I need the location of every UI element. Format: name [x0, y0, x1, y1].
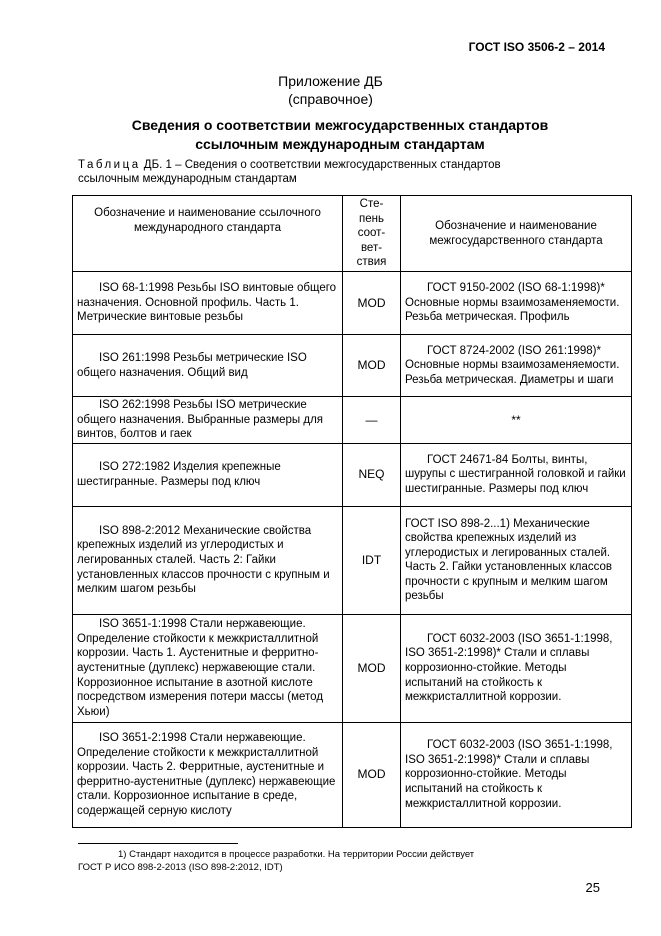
- cell-interstate: ГОСТ ISO 898-2...1) Механические свойства крепежных изделий из углеродистых и легированных сталей. Часть 2. Гайки установленных классов прочности с крупным и мелким шагом резьбы: [401, 506, 632, 614]
- cell-intl: ISO 262:1998 Резьбы ISO метрические общего назначения. Выбранные размеры для винтов, болтов и гаек: [73, 397, 343, 444]
- cell-degree: MOD: [343, 614, 401, 722]
- cell-intl: ISO 68-1:1998 Резьбы ISO винтовые общего назначения. Основной профиль. Часть 1. Метрические винтовые резьбы: [73, 272, 343, 335]
- cell-degree: IDT: [343, 506, 401, 614]
- cell-interstate: ГОСТ 6032-2003 (ISO 3651-1:1998, ISO 3651-2:1998)* Стали и сплавы коррозионно-стойкие. Методы испытаний на стойкость к межкристаллитной коррозии.: [401, 722, 632, 827]
- page-number: 25: [585, 880, 600, 895]
- footnote: [78, 848, 618, 874]
- document-code: ГОСТ ISO 3506-2 – 2014: [468, 40, 605, 54]
- table-row: [73, 397, 632, 444]
- table-row: [73, 506, 632, 614]
- table-row: [73, 614, 632, 722]
- section-title-line2: ссылочным международным стандартам: [195, 136, 485, 152]
- section-title-line1: Сведения о соответствии межгосударственных стандартов: [131, 117, 549, 133]
- footnote-line2: ГОСТ Р ИСО 898-2-2013 (ISO 898-2:2012, IDT): [78, 862, 283, 873]
- header-intl: Обозначение и наименование ссылочного международного стандарта: [73, 196, 343, 272]
- header-interstate: Обозначение и наименование межгосударственного стандарта: [401, 196, 632, 272]
- appendix-title: Приложение ДБ: [278, 73, 383, 89]
- section-title: [60, 116, 620, 154]
- cell-degree: MOD: [343, 272, 401, 335]
- cell-interstate: ГОСТ 6032-2003 (ISO 3651-1:1998, ISO 3651-2:1998)* Стали и сплавы коррозионно-стойкие. Методы испытаний на стойкость к межкристаллитной коррозии.: [401, 614, 632, 722]
- cell-degree: —: [343, 397, 401, 444]
- cell-intl: ISO 3651-1:1998 Стали нержавеющие. Определение стойкости к межкристаллитной коррозии. Часть 1. Аустенитные и ферритно-аустенитные (дуплекс) нержавеющие стали. Коррозионное испытание в азотной кислоте посредством измерения потери массы (метод Хьюи): [73, 614, 343, 722]
- cell-interstate: ГОСТ 8724-2002 (ISO 261:1998)* Основные нормы взаимозаменяемости. Резьба метрическая. Диаметры и шаги: [401, 335, 632, 397]
- cell-intl: ISO 261:1998 Резьбы метрические ISO общего назначения. Общий вид: [73, 335, 343, 397]
- footnote-separator: [78, 843, 238, 844]
- appendix-heading: [0, 72, 661, 108]
- cell-degree: NEQ: [343, 443, 401, 506]
- cell-interstate: ГОСТ 24671-84 Болты, винты, шурупы с шестигранной головкой и гайки шестигранные. Размеры под ключ: [401, 443, 632, 506]
- cell-interstate: ГОСТ 9150-2002 (ISO 68-1:1998)* Основные нормы взаимозаменяемости. Резьба метрическая. Профиль: [401, 272, 632, 335]
- appendix-subtitle: (справочное): [288, 91, 373, 107]
- cell-intl: ISO 272:1982 Изделия крепежные шестигранные. Размеры под ключ: [73, 443, 343, 506]
- table-row: [73, 335, 632, 397]
- table-caption-label: Таблица: [78, 159, 141, 171]
- cell-intl: ISO 3651-2:1998 Стали нержавеющие. Определение стойкости к межкристаллитной коррозии. Часть 2. Ферритные, аустенитные и ферритно-аустенитные (дуплекс) нержавеющие стали. Коррозионное испытание в среде, содержащей серную кислоту: [73, 722, 343, 827]
- header-degree: Сте-пень соот-вет-ствия: [343, 196, 401, 272]
- cell-degree: MOD: [343, 335, 401, 397]
- cell-degree: MOD: [343, 722, 401, 827]
- cell-intl: ISO 898-2:2012 Механические свойства крепежных изделий из углеродистых и легированных сталей. Часть 2: Гайки установленных классов прочности с крупным и мелким шагом резьбы: [73, 506, 343, 614]
- table-caption: [78, 158, 598, 186]
- table-row: [73, 443, 632, 506]
- table-row: [73, 272, 632, 335]
- table-caption-text2: ссылочным международным стандартам: [78, 173, 297, 185]
- table-caption-text1: ДБ. 1 – Сведения о соответствии межгосударственных стандартов: [140, 159, 501, 171]
- footnote-line1: 1) Стандарт находится в процессе разработки. На территории России действует: [118, 849, 475, 860]
- standards-table: [72, 195, 632, 828]
- table-row: [73, 722, 632, 827]
- cell-interstate: **: [401, 397, 632, 444]
- table-header-row: [73, 196, 632, 272]
